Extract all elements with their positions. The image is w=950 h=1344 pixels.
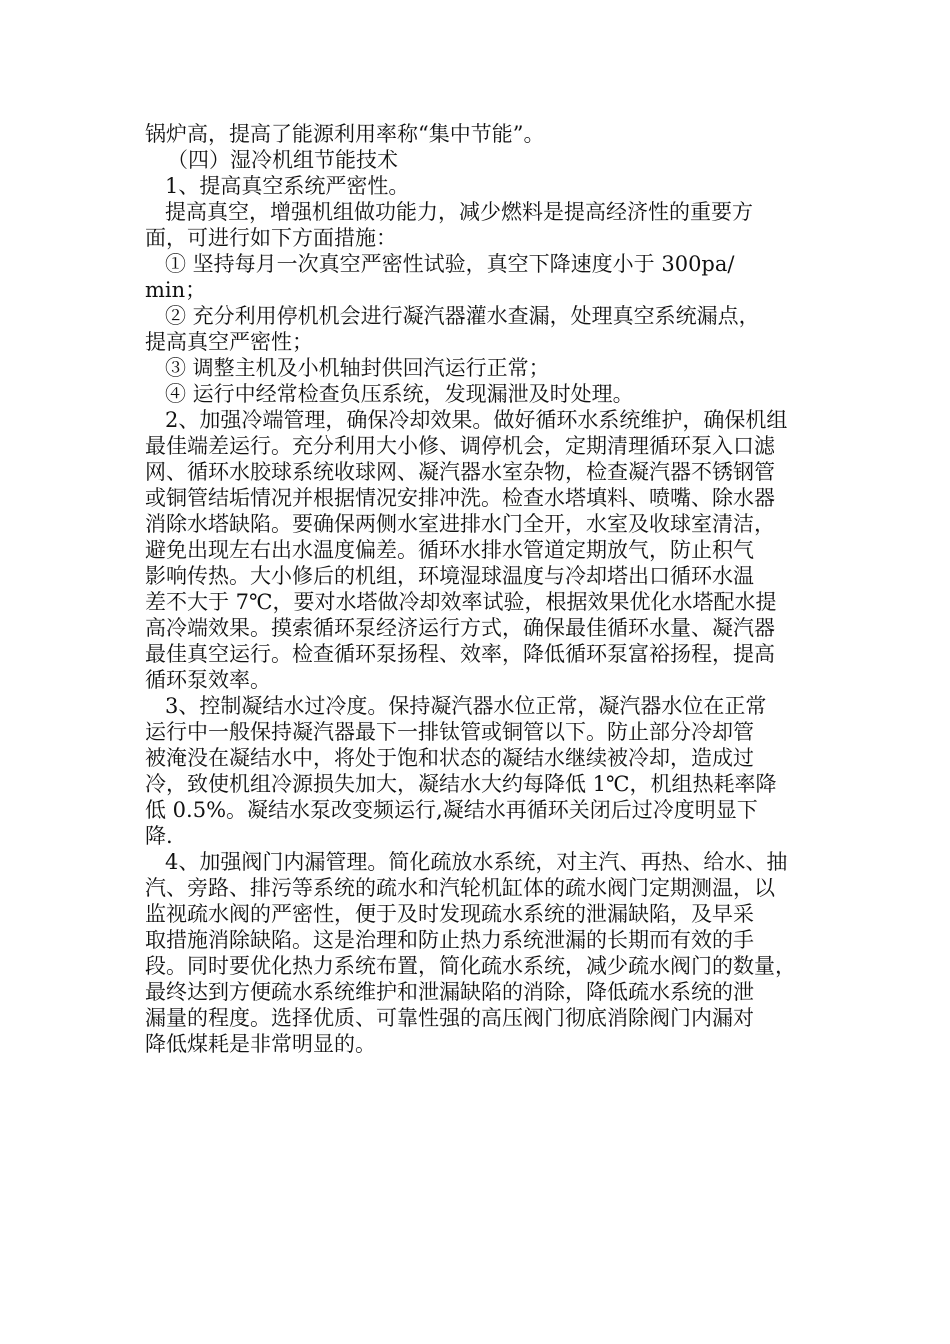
list-item: ② 充分利用停机机会进行凝汽器灌水查漏，处理真空系统漏点， [165, 304, 760, 328]
text-line: 最终达到方便疏水系统维护和泄漏缺陷的消除，降低疏水系统的泄 [145, 980, 754, 1004]
text-line: 最佳端差运行。充分利用大小修、调停机会，定期清理循环泵入口滤 [145, 434, 775, 458]
subsection-paragraph-start: 2、加强冷端管理，确保冷却效果。做好循环水系统维护，确保机组 [165, 408, 788, 432]
subsection-heading: 1、提高真空系统严密性。 [165, 174, 410, 198]
section-heading: （四）湿冷机组节能技术 [167, 148, 398, 172]
text-line: 或铜管结垢情况并根据情况安排冲洗。检查水塔填料、喷嘴、除水器 [145, 486, 775, 510]
text-line: 最佳真空运行。检查循环泵扬程、效率，降低循环泵富裕扬程，提高 [145, 642, 775, 666]
text-line: 低 0.5%。凝结水泵改变频运行,凝结水再循环关闭后过冷度明显下 [145, 798, 758, 822]
text-line: 漏量的程度。选择优质、可靠性强的高压阀门彻底消除阀门内漏对 [145, 1006, 754, 1030]
text-line: 汽、旁路、排污等系统的疏水和汽轮机缸体的疏水阀门定期测温，以 [145, 876, 775, 900]
subsection-paragraph-start: 4、加强阀门内漏管理。简化疏放水系统，对主汽、再热、给水、抽 [165, 850, 788, 874]
text-line: 避免出现左右出水温度偏差。循环水排水管道定期放气，防止积气 [145, 538, 754, 562]
text-line: 取措施消除缺陷。这是治理和防止热力系统泄漏的长期而有效的手 [145, 928, 754, 952]
list-item: ④ 运行中经常检查负压系统，发现漏泄及时处理。 [165, 382, 634, 406]
text-line: 被淹没在凝结水中，将处于饱和状态的凝结水继续被冷却，造成过 [145, 746, 754, 770]
text-line: 高冷端效果。摸索循环泵经济运行方式，确保最佳循环水量、凝汽器 [145, 616, 775, 640]
text-line: min； [145, 278, 207, 302]
text-line: 面，可进行如下方面措施： [145, 226, 397, 250]
text-line: 段。同时要优化热力系统布置，简化疏水系统，减少疏水阀门的数量， [145, 954, 796, 978]
text-line: 差不大于 7℃，要对水塔做冷却效率试验，根据效果优化水塔配水提 [145, 590, 777, 614]
text-line: 监视疏水阀的严密性，便于及时发现疏水系统的泄漏缺陷，及早采 [145, 902, 754, 926]
text-line: 运行中一般保持凝汽器最下一排钛管或铜管以下。防止部分冷却管 [145, 720, 754, 744]
text-line: 网、循环水胶球系统收球网、凝汽器水室杂物，检查凝汽器不锈钢管 [145, 460, 775, 484]
text-line: 消除水塔缺陷。要确保两侧水室进排水门全开，水室及收球室清洁， [145, 512, 775, 536]
text-line: 循环泵效率。 [145, 668, 271, 692]
document-body [145, 121, 803, 1057]
text-line: 锅炉高，提高了能源利用率称“集中节能”。 [145, 122, 545, 146]
text-line: 影响传热。大小修后的机组，环境湿球温度与冷却塔出口循环水温 [145, 564, 754, 588]
text-line: 降. [145, 824, 173, 848]
text-line: 冷，致使机组冷源损失加大，凝结水大约每降低 1℃，机组热耗率降 [145, 772, 777, 796]
text-line: 提高真空严密性； [145, 330, 313, 354]
subsection-paragraph-start: 3、控制凝结水过冷度。保持凝汽器水位正常，凝汽器水位在正常 [165, 694, 767, 718]
text-line: 降低煤耗是非常明显的。 [145, 1032, 376, 1056]
list-item: ③ 调整主机及小机轴封供回汽运行正常； [165, 356, 550, 380]
list-item: ① 坚持每月一次真空严密性试验，真空下降速度小于 300pa/ [165, 252, 735, 276]
text-line: 提高真空，增强机组做功能力，减少燃料是提高经济性的重要方 [165, 200, 753, 224]
